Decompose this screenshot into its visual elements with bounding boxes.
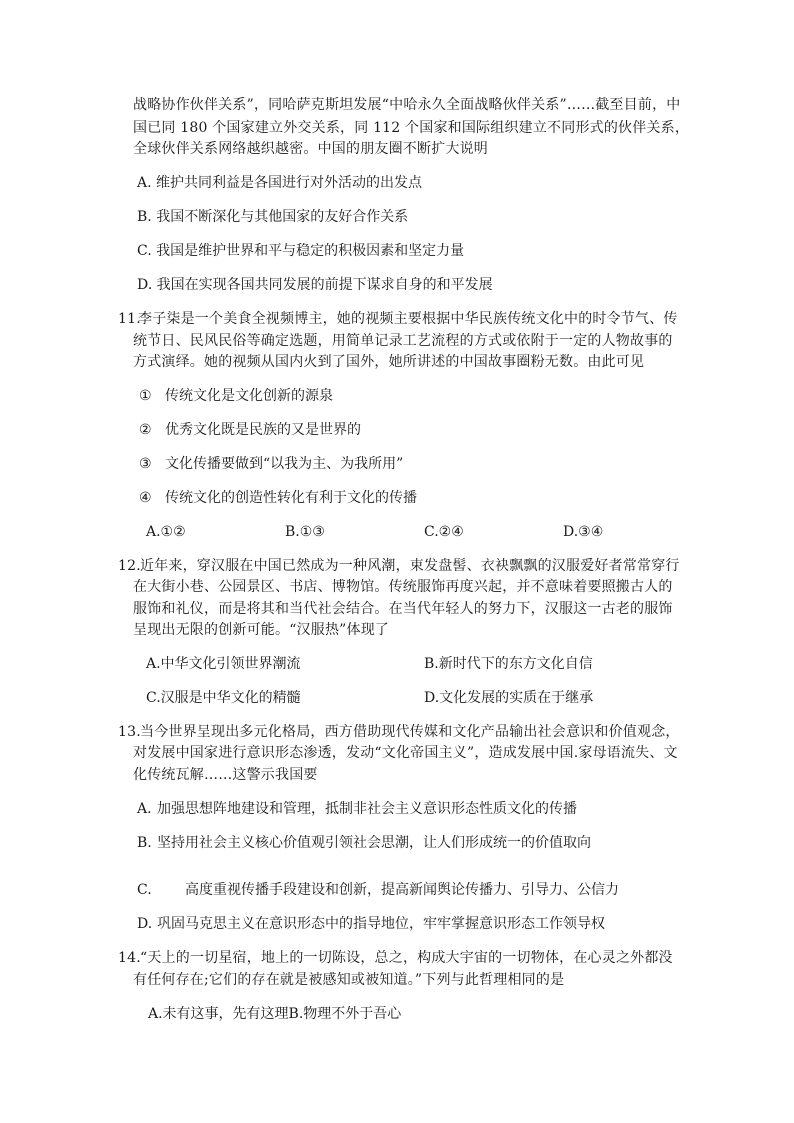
q10-option-b: B. 我国不断深化与其他国家的友好合作关系 [137, 209, 409, 225]
q13-number: 13. [118, 724, 141, 740]
q11-statement-2: 优秀文化既是民族的又是世界的 [165, 422, 361, 438]
q14-number: 14. [118, 950, 141, 966]
q13-stem-line-3: 化传统瓦解……这警示我国要 [133, 767, 318, 783]
q13-option-d-mark: D. [137, 916, 153, 932]
q13-option-c-mark: C. [137, 882, 152, 898]
q12-option-b: B.新时代下的东方文化自信 [424, 656, 593, 672]
q10-option-d: D. 我国在实现各国共同发展的前提下谋求自身的和平发展 [137, 277, 493, 293]
q11-choice-c: C.②④ [424, 524, 464, 540]
q14-stem-line-1: “天上的一切星宿，地上的一切陈设，总之，构成大宇宙的一切物体，在心灵之外都没 [140, 950, 673, 966]
q10-stem-line-1: 战略协作伙伴关系”，同哈萨克斯坦发展“中哈永久全面战略伙伴关系”……截至目前，中 [133, 97, 681, 113]
q10-stem-line-3: 全球伙伴关系网络越织越密。中国的朋友圈不断扩大说明 [133, 141, 488, 157]
q11-stem-line-3: 方式演绎。她的视频从国内火到了国外，她所讲述的中国故事圈粉无数。由此可见 [133, 354, 645, 370]
q13-option-a-mark: A. [137, 801, 152, 817]
q13-option-b: 坚持用社会主义核心价值观引领社会思潮，让人们形成统一的价值取向 [157, 835, 591, 851]
q12-number: 12. [118, 558, 141, 574]
q11-statement-mark-1: ① [139, 388, 152, 404]
q13-option-c: 高度重视传播手段建设和创新，提高新闻舆论传播力、引导力、公信力 [185, 882, 619, 898]
q11-choice-a: A.①② [146, 524, 186, 540]
q11-number: 11. [118, 311, 141, 327]
q11-statement-3: 文化传播要做到“以我为主、为我所用” [165, 456, 404, 472]
q11-stem-line-2: 统节日、民风民俗等确定选题，用简单记录工艺流程的方式或依附于一定的人物故事的 [133, 333, 673, 349]
q12-option-c: C.汉服是中华文化的精髓 [146, 690, 301, 706]
q14-option-line: A.未有这事，先有这理B.物理不外于吾心 [148, 1006, 402, 1022]
q13-option-d: 巩固马克思主义在意识形态中的指导地位，牢牢掌握意识形态工作领导权 [157, 916, 605, 932]
q11-statement-mark-3: ③ [139, 456, 152, 472]
q13-stem-line-1: 当今世界呈现出多元化格局，西方借助现代传媒和文化产品输出社会意识和价值观念， [140, 724, 680, 740]
q10-stem-line-2: 国已同 180 个国家建立外交关系，同 112 个国家和国际组织建立不同形式的伙伴关系， [133, 120, 690, 136]
q11-choice-b: B.①③ [285, 524, 325, 540]
q12-option-a: A.中华文化引领世界潮流 [146, 656, 301, 672]
q12-option-d: D.文化发展的实质在于继承 [424, 690, 594, 706]
q11-statement-mark-2: ② [139, 422, 152, 438]
q10-option-a: A. 维护共同利益是各国进行对外活动的出发点 [137, 175, 423, 191]
q11-statement-4: 传统文化的创造性转化有利于文化的传播 [165, 490, 417, 506]
q12-stem-line-4: 呈现出无限的创新可能。“汉服热”体现了 [133, 622, 390, 638]
q13-option-a: 加强思想阵地建设和管理，抵制非社会主义意识形态性质文化的传播 [157, 801, 577, 817]
q11-statement-mark-4: ④ [139, 490, 152, 506]
q12-stem-line-3: 服饰和礼仪，而是将其和当代社会结合。在当代年轻人的努力下，汉服这一古老的服饰 [133, 601, 673, 617]
q13-option-b-mark: B. [137, 835, 152, 851]
q14-stem-line-2: 有任何存在;它们的存在就是被感知或被知道。”下列与此哲理相同的是 [133, 972, 565, 988]
q11-stem-line-1: 李子柒是一个美食全视频博主，她的视频主要根据中华民族传统文化中的时令节气、传 [138, 311, 678, 327]
q12-stem-line-1: 近年来，穿汉服在中国已然成为一种风潮，束发盘髻、衣袂飘飘的汉服爱好者常常穿行 [140, 558, 680, 574]
q11-statement-1: 传统文化是文化创新的源泉 [165, 388, 333, 404]
q10-option-c: C. 我国是维护世界和平与稳定的积极因素和坚定力量 [137, 243, 465, 259]
q13-stem-line-2: 对发展中国家进行意识形态渗透，发动“文化帝国主义”，造成发展中国.家母语流失、文 [133, 745, 678, 761]
q12-stem-line-2: 在大街小巷、公园景区、书店、博物馆。传统服饰再度兴起，并不意味着要照搬古人的 [133, 579, 673, 595]
q11-choice-d: D.③④ [563, 524, 604, 540]
